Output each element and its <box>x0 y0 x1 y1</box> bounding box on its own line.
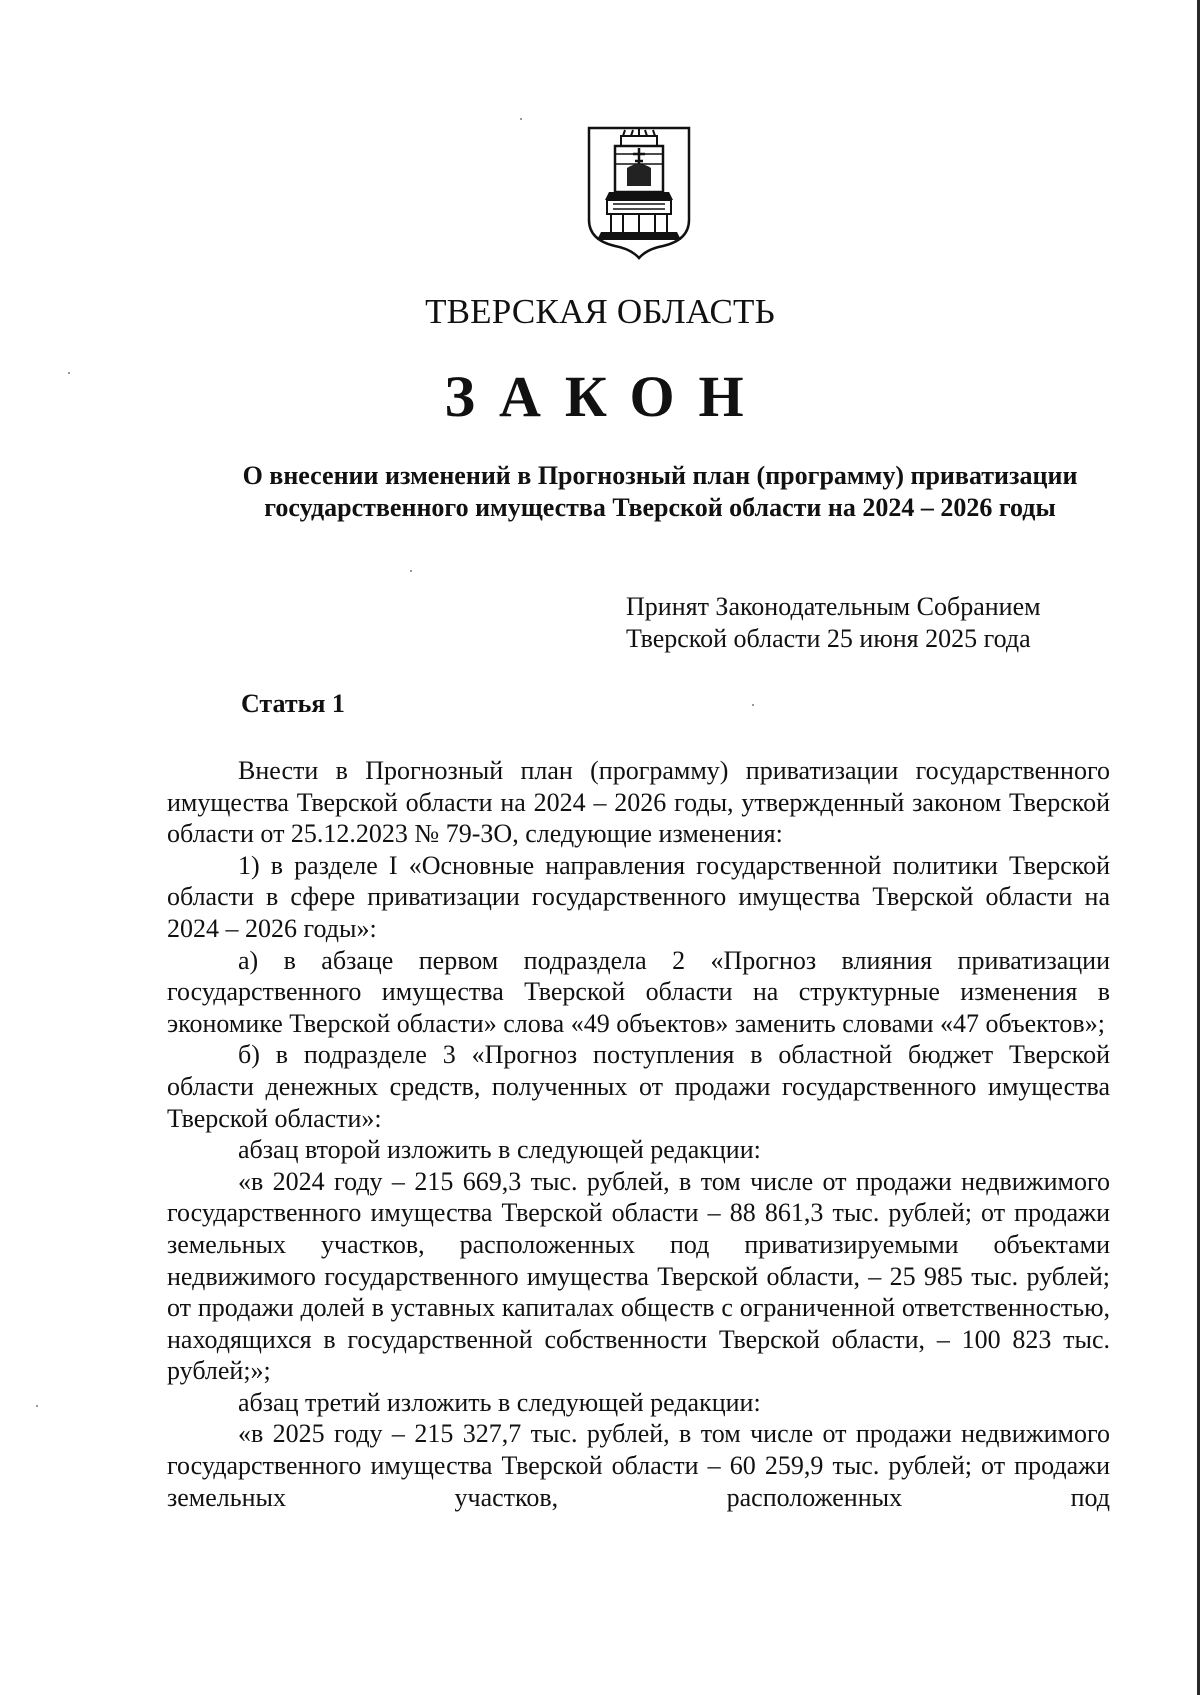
adoption-line-1: Принят Законодательным Собранием <box>626 592 1041 621</box>
article-heading: Статья 1 <box>241 689 345 718</box>
scan-speck <box>410 570 412 572</box>
document-type-heading: ЗАКОН <box>444 364 768 429</box>
scan-speck <box>36 1405 38 1407</box>
paragraph-abzac-3-intro: абзац третий изложить в следующей редакции: <box>238 1387 761 1417</box>
paragraph-2025-amount: «в 2025 году – 215 327,7 тыс. рублей, в том числе от продажи недвижимого государственного имущества Тверской области – 60 259,9 тыс. рублей; от продажи земельных участков, расположенных под <box>167 1419 1110 1512</box>
paragraph-2024-amount: «в 2024 году – 215 669,3 тыс. рублей, в том числе от продажи недвижимого государственного имущества Тверской области – 88 861,3 тыс. рублей; от продажи земельных участков, расположенных под приватизируемыми объектами недвижимого государственного имущества Тверской области, – 25 985 тыс. рублей; от продажи долей в уставных капиталах обществ с ограниченной ответственностью, находящихся в государственной собственности Тверской области, – 100 823 тыс. рублей;»; <box>167 1166 1110 1386</box>
paragraph-abzac-2-intro: абзац второй изложить в следующей редакции: <box>238 1135 761 1165</box>
scan-speck <box>752 704 754 706</box>
paragraph-item-a: а) в абзаце первом подраздела 2 «Прогноз влияния приватизации государственного имущества Тверской области на структурные изменения в экономике Тверской области» слова «49 объектов» заменить словами «47 объектов»; <box>167 945 1110 1038</box>
adoption-line-2: Тверской области 25 июня 2025 года <box>626 624 1031 653</box>
paragraph-item-b: б) в подразделе 3 «Прогноз поступления в областной бюджет Тверской области денежных средств, полученных от продажи государственного имущества Тверской области»: <box>167 1040 1110 1133</box>
paragraph-item-1: 1) в разделе I «Основные направления государственной политики Тверской области в сфере приватизации государственного имущества Тверской области на 2024 – 2026 годы»: <box>167 850 1110 943</box>
law-title: О внесении изменений в Прогнозный план (программу) приватизации государственного имущества Тверской области на 2024 – 2026 годы <box>242 461 1078 522</box>
article-body <box>167 755 1110 1513</box>
coat-of-arms-emblem <box>585 124 693 260</box>
paragraph-intro: Внести в Прогнозный план (программу) приватизации государственного имущества Тверской области на 2024 – 2026 годы, утвержденный законом Тверской области от 25.12.2023 № 79-ЗО, следующие изменения: <box>167 756 1110 849</box>
scan-speck <box>520 118 522 120</box>
scan-speck <box>68 372 70 374</box>
region-name: ТВЕРСКАЯ ОБЛАСТЬ <box>425 292 775 331</box>
adoption-note <box>626 591 1146 655</box>
